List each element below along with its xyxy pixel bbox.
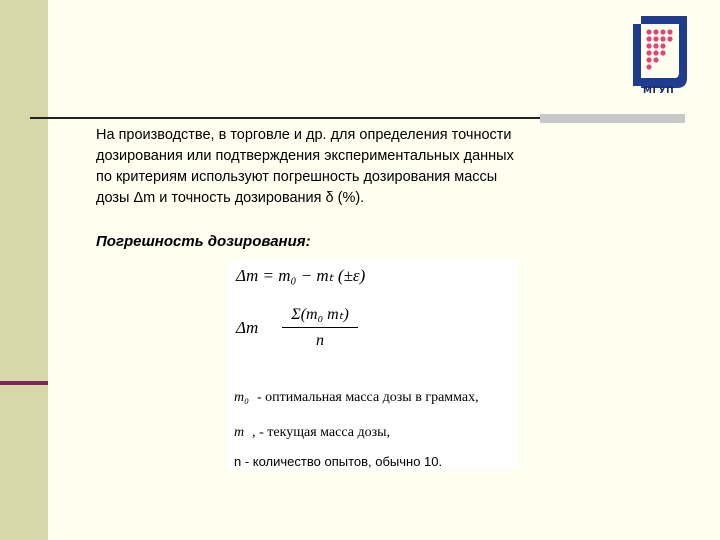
definition-optimal-mass [234, 390, 479, 406]
definition-symbol: m₀ [234, 390, 249, 405]
definition-text: , - текущая масса дозы, [252, 425, 391, 440]
paragraph-line: дозирования или подтверждения экспериментальных данных [96, 148, 514, 164]
definition-trial-count: n - количество опытов, обычно 10. [234, 454, 443, 469]
definition-symbol: m [234, 425, 245, 440]
fraction-bar [282, 327, 358, 328]
title-divider-line [30, 117, 540, 119]
fraction-denominator: n [316, 332, 324, 349]
paragraph-line: дозы Δm и точность дозирования δ (%). [96, 190, 365, 206]
definition-text: - оптимальная масса дозы в граммах, [256, 390, 479, 405]
left-decorative-band [0, 0, 48, 540]
formula-delta-m: Δm = m₀ − mₜ (±ε) [236, 266, 366, 285]
left-band-accent-line [0, 381, 48, 385]
formula-fraction [282, 304, 358, 350]
title-divider-bar [540, 114, 685, 123]
formula-mean-delta-lhs: Δm [236, 318, 259, 337]
definition-current-mass [234, 425, 390, 441]
formula-image [228, 260, 518, 470]
logo-caption: МГУП [643, 86, 675, 96]
paragraph-line: На производстве, в торговле и др. для определения точности [96, 127, 512, 143]
section-subheading: Погрешность дозирования: [96, 233, 311, 250]
fraction-numerator: Σ(m₀ mₜ) [291, 306, 349, 323]
paragraph-line: по критериям используют погрешность дозирования массы [96, 169, 498, 185]
body-paragraph [96, 125, 656, 209]
